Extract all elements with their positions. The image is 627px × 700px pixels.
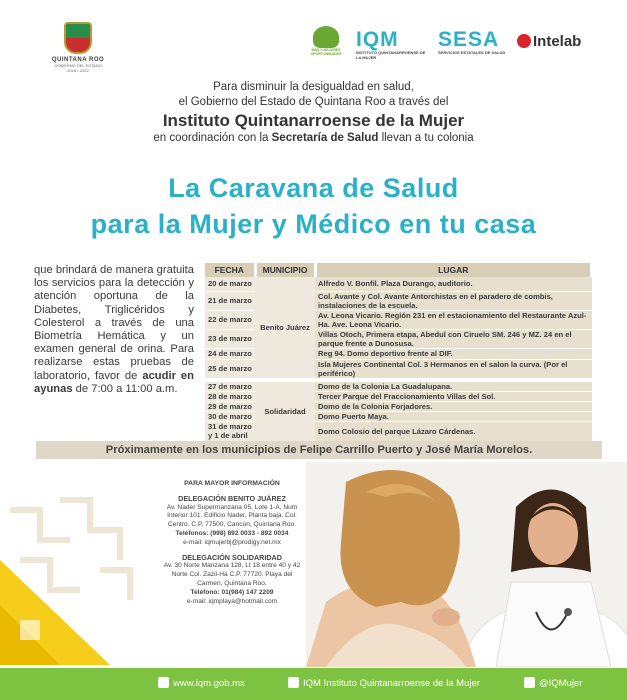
cell-municipio: Benito Juárez (255, 277, 315, 380)
cell-lugar: Villas Otoch, Primera etapa, Abedul con Ciruelo SM. 246 y MZ. 24 en el parque frente a Dunosusa. (315, 329, 592, 348)
sol-email: e-mail: iqmplaya@hotmail.com (186, 597, 278, 605)
cell-fecha: 27 de marzo (205, 380, 255, 392)
iqm-logo-sub: INSTITUTO QUINTANARROENSE DE LA MUJER (356, 50, 426, 60)
cell-lugar: Tercer Parque del Fraccionamiento Villas del Sol. (315, 391, 592, 401)
cell-fecha: 30 de marzo (205, 411, 255, 421)
sol-phone: Teléfono: 01(984) 147 2209 (190, 588, 274, 596)
header (0, 0, 627, 78)
footer-facebook[interactable] (288, 677, 480, 689)
bj-address: Av. Nader Supermanzana 05, Lote 1-A, Num Interior 101. Edificio Nader, Planta baja. Col. Centro. C.P. 77500, Cancún, Quintana Roo. (166, 503, 298, 529)
footer-twitter-text: @IQMujer (539, 678, 583, 689)
paragraph-text-2: de 7:00 a 11:00 a.m. (72, 382, 178, 395)
cell-fecha: 23 de marzo (205, 329, 255, 348)
schedule-table (205, 263, 593, 442)
proximamente-banner: Próximamente en los municipios de Felipe Carrillo Puerto y José María Morelos. (36, 441, 602, 459)
sesa-logo-text: SESA (438, 28, 500, 51)
secretaria-salud: Secretaría de Salud (271, 132, 379, 144)
paragraph-text-1: que brindará de manera gratuita los servicios para la detección y atención oportuna de la Diabetes, Triglicéridos y Colesterol a través de una Biometría Hemática y un examen general de orina. Para realizarse estas pruebas de laboratorio, favor de (34, 264, 194, 382)
intro-line-1: Para disminuir la desigualdad en salud, (213, 81, 414, 93)
paragraph-bold: acudir en ayunas (34, 369, 194, 395)
footer-twitter[interactable] (524, 677, 582, 689)
decorative-pattern (0, 470, 160, 665)
intelab-text: Intelab (533, 33, 582, 50)
page-title (0, 170, 627, 242)
doctor-patient-photo (306, 462, 627, 667)
title-line-1: La Caravana de Salud (168, 173, 459, 203)
globe-icon (158, 677, 169, 688)
cell-fecha: 31 de marzo y 1 de abril (205, 421, 255, 441)
sol-title: DELEGACIÓN SOLIDARIDAD (182, 552, 282, 562)
cell-lugar: Domo de la Colonia La Guadalupana. (315, 380, 592, 392)
header-fecha: FECHA (205, 263, 255, 277)
intro-line-4c: llevan a tu colonia (378, 132, 474, 144)
institute-name: Instituto Quintanarroense de la Mujer (162, 111, 465, 130)
cell-lugar: Domo Puerto Maya. (315, 411, 592, 421)
table-row (205, 277, 592, 291)
cell-fecha: 24 de marzo (205, 348, 255, 359)
info-heading: PARA MAYOR INFORMACIÓN (184, 480, 280, 487)
intro-line-4 (0, 131, 627, 146)
iqm-logo (356, 30, 426, 60)
sesa-logo (438, 30, 510, 55)
contact-info (160, 480, 304, 606)
intro-line-4a: en coordinación con la (153, 132, 272, 144)
cell-lugar: Domo de la Colonia Forjadores. (315, 401, 592, 411)
bj-phone: Teléfonos: (998) 892 0033 - 892 0034 (175, 529, 289, 537)
table-header-row (205, 263, 592, 277)
footer-facebook-text: IQM Instituto Quintanarroense de la Mujer (303, 678, 480, 689)
cell-fecha: 25 de marzo (205, 359, 255, 380)
qroo-name: QUINTANA ROO (51, 57, 105, 63)
facebook-icon (288, 677, 299, 688)
mas-caption: MÁS Y MEJORES OPORTUNIDADES (310, 48, 342, 56)
footer (0, 668, 627, 700)
sol-address: Av. 30 Norte Manzana 128, Lt 18 entre 40 y 42 Norte Col. Zazil-Ha C.P. 77720. Playa del Carmen, Quintana Roo. (163, 562, 301, 587)
cell-fecha: 21 de marzo (205, 291, 255, 310)
state-seal-icon (64, 22, 92, 54)
cell-fecha: 29 de marzo (205, 401, 255, 411)
cell-fecha: 28 de marzo (205, 391, 255, 401)
intelab-logo (517, 33, 581, 50)
cell-fecha: 22 de marzo (205, 310, 255, 329)
cell-lugar: Domo Colosio del parque Lázaro Cárdenas. (315, 421, 592, 441)
cell-lugar: Alfredo V. Bonfil. Plaza Durango, auditorio. (315, 277, 592, 291)
intro (0, 80, 627, 146)
intro-line-2: el Gobierno del Estado de Quintana Roo a través del (178, 96, 449, 108)
cell-lugar: Reg 94. Domo deportivo frente al DIF. (315, 348, 592, 359)
iqm-logo-text: IQM (356, 28, 399, 51)
mas-oportunidades-logo (305, 26, 347, 56)
bj-title: DELEGACIÓN BENITO JUÁREZ (178, 493, 286, 503)
header-lugar: LUGAR (315, 263, 592, 277)
twitter-icon (524, 677, 535, 688)
qroo-sub: GOBIERNO DEL ESTADO (54, 63, 102, 68)
table-row (205, 380, 592, 392)
footer-web-text: www.iqm.gob.mx (173, 678, 245, 689)
intelab-icon (517, 34, 531, 48)
header-municipio: MUNICIPIO (255, 263, 315, 277)
footer-web[interactable] (158, 677, 245, 689)
cell-lugar: Isla Mujeres Continental Col. 3 Hermanos en el salon la curva. (Por el periférico) (315, 359, 592, 380)
tree-icon (313, 26, 339, 48)
cell-municipio: Solidaridad (255, 380, 315, 442)
title-line-2: para la Mujer y Médico en tu casa (90, 209, 537, 239)
cell-fecha: 20 de marzo (205, 277, 255, 291)
services-paragraph (34, 264, 194, 396)
qroo-years: 2016 • 2022 (67, 68, 89, 73)
cell-lugar: Col. Avante y Col. Avante Antorchistas en el paradero de combis, instalaciones de la escuela. (315, 291, 592, 310)
quintana-roo-logo (50, 22, 106, 73)
cell-lugar: Av. Leona Vicario. Región 231 en el estacionamiento del Restaurante Azul-Ha. Ave. Leona Vicario. (315, 310, 592, 329)
sesa-logo-sub: SERVICIOS ESTATALES DE SALUD (438, 50, 506, 55)
bj-email: e-mail: iqmujerbj@prodigy.net.mx (183, 538, 281, 546)
